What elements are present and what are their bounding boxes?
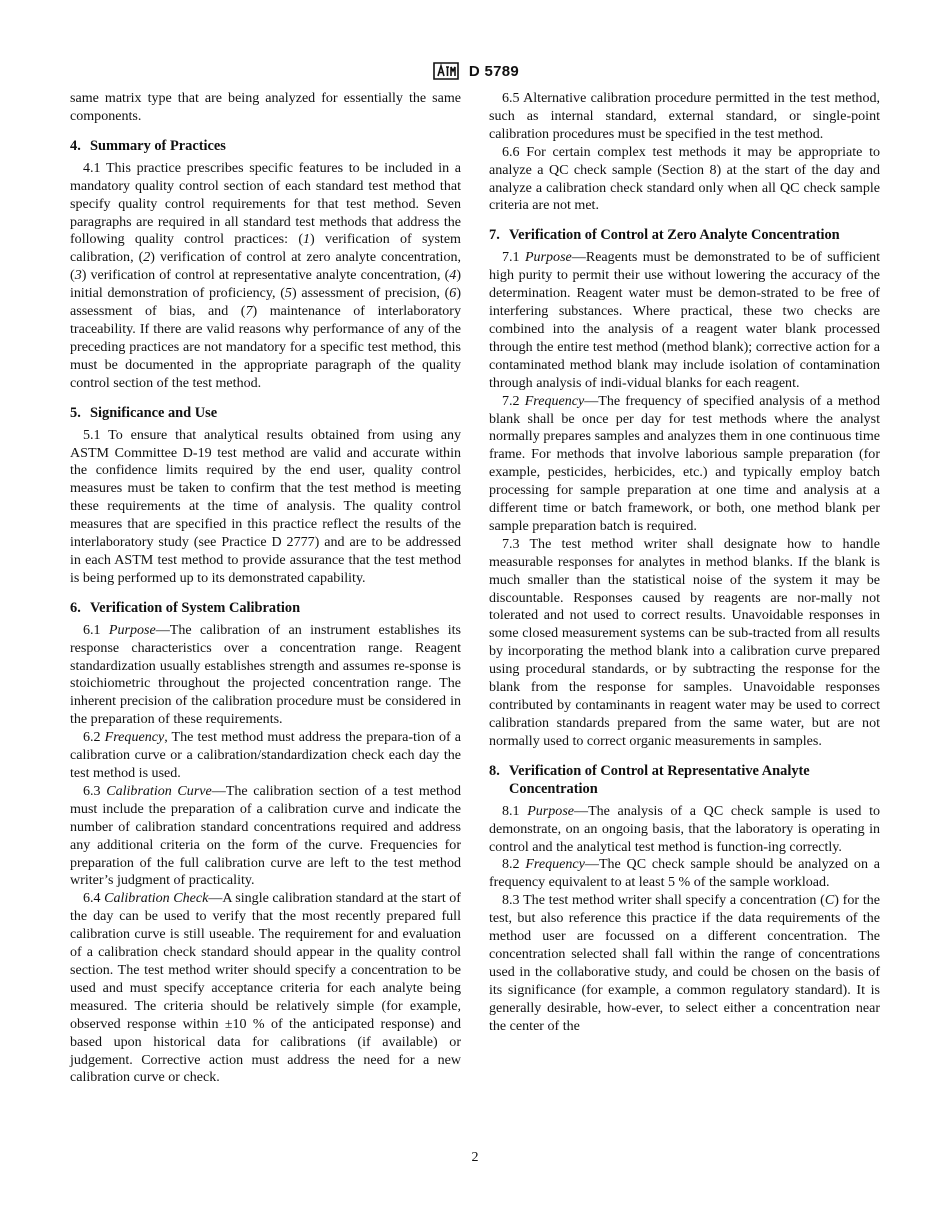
section-heading: [70, 599, 461, 617]
paragraph: 4.1 This practice prescribes specific features to be included in a mandatory quality control section of each standard test method that specify quality control requirements for that test method. Seven paragraphs are required in all standard test methods that address the following quality control practices: (1) verification of system calibration, (2) verification of control at zero analyte concentration, (3) verification of control at representative analyte concentration, (4) initial demonstration of proficiency, (5) assessment of precision, (6) assessment of bias, and (7) maintenance of interlaboratory traceability. If there are valid reasons why performance of any of the preceding practices are not mandatory for a specific test method, this must be documented in the appropriate paragraph of the quality control section of the test method.: [70, 159, 462, 391]
paragraph: 8.2 Frequency—The QC check sample should be analyzed on a frequency equivalent to at least 5 % of the sample workload.: [489, 856, 880, 891]
paragraph: 6.4 Calibration Check—A single calibration standard at the start of the day can be used to verify that the most recently prepared full calibration curve is still useable. The requirement for and evaluation of a calibration check standard should appear in the quality control section. The test method writer should specify a concentration to be used and must specify acceptance criteria for each analyte being measured. The criteria should be relatively simple (for example, observed response within ±10 % of the anticipated response) and based upon historical data for calibrations (if available) or judgement. Corrective action must address the need for a new calibration curve or check.: [70, 890, 461, 1086]
section-number: 5.: [70, 404, 81, 421]
left-column: [70, 90, 461, 1087]
section-number: 7.: [489, 227, 500, 244]
astm-logo-icon: [431, 60, 461, 82]
section-heading: [70, 137, 461, 155]
paragraph: 7.2 Frequency—The frequency of specified analysis of a method blank shall be once per day for test methods where the analyst normally prepares samples and analyzes them in one continuous time frame. For methods that involve laborious sample preparation (for example, pesticides, herbicides, etc.) and typically employ batch processing for sample preparation at one time and analysis at a different time or batch framework, or both, one method blank per sample preparation batch is required.: [489, 392, 880, 534]
paragraph: 8.3 The test method writer shall specify a concentration (C) for the test, but also reference this practice if the data requirements of the method user are focussed on a different concentration. The concentration selected shall fall within the range of concentrations used in the collaborative study, and could be chosen on the basis of its significance (for example, a common regulatory standard). It is generally desirable, how-ever, to select either a concentration near the center of the: [489, 892, 880, 1034]
paragraph: 6.3 Calibration Curve—The calibration section of a test method must include the preparation of a calibration curve and indicate the number of calibration standard concentrations required and address any additional criteria on the form of the curve. Frequencies for preparation of the full calibration curve are left to the test method writer’s judgment of practicality.: [70, 782, 461, 889]
section-heading: [489, 226, 880, 244]
section-title: Summary of Practices: [90, 137, 226, 154]
section-title: Verification of System Calibration: [90, 599, 301, 616]
section-title: Significance and Use: [90, 404, 218, 421]
paragraph: same matrix type that are being analyzed for essentially the same components.: [70, 90, 461, 124]
page-number: 2: [471, 1150, 479, 1165]
paragraph: 6.2 Frequency, The test method must address the prepara-tion of a calibration curve or a calibration/standardization check each day the test method is used.: [70, 729, 461, 781]
paragraph: 7.3 The test method writer shall designate how to handle measurable responses for analytes in method blanks. If the blank is much smaller than the statistical noise of the system it may be discountable. Responses caused by reagents are nor-mally not tolerated and not used to correct results. Unavoidable responses in some closed measurement systems can be sub-tracted from all results by incorporating the method blank into a calibration curve prepared using procedural standards, or by subtracting the response for the blank from the response for samples. Unavoidable responses contributed by contaminants in reagent water may be used to correct calibration standards prepared from the same water, but are not normally used to correct organic measurements in samples.: [489, 535, 880, 749]
section-number: 6.: [70, 599, 81, 616]
section-title: Verification of Control at Zero Analyte Concentration: [509, 227, 840, 244]
paragraph: 8.1 Purpose—The analysis of a QC check sample is used to demonstrate, on an ongoing basis, that the laboratory is operating in control and the analytical test method is function-ing correctly.: [489, 802, 880, 855]
section-number: 8.: [489, 762, 500, 779]
section-title: Verification of Control at Representative Analyte Concentration: [509, 762, 810, 797]
paragraph: 6.6 For certain complex test methods it may be appropriate to analyze a QC check sample (Section 8) at the start of the day and analyze a calibration check standard only when all QC check sample criteria are not met.: [489, 143, 880, 214]
section-heading: [489, 762, 880, 798]
section-heading: [70, 404, 461, 422]
paragraph: 6.5 Alternative calibration procedure permitted in the test method, such as internal standard, external standard, or single-point calibration procedures must be specified in the test method.: [489, 90, 880, 142]
paragraph: 5.1 To ensure that analytical results obtained from using any ASTM Committee D-19 test method are valid and accurate within the confidence limits required by the end user, quality control measures must be taken to confirm that the test method is meeting these requirements at the time of analysis. The quality control measures that are specified in this practice reflect the results of the interlaboratory study (see Practice D 2777) and are to be addressed in each ASTM test method to provide assurance that the test method is being performed up to its demonstrated capability.: [70, 426, 461, 586]
section-number: 4.: [70, 137, 81, 154]
paragraph: 7.1 Purpose—Reagents must be demonstrated to be of sufficient high purity to permit their use without lowering the accuracy of the determination. Reagent water must be demon-strated to be free of interfering substances. Where practical, these two checks are combined into the analysis of a reagent water blank processed through the entire test method (method blank); corrective action for a contaminated method blank may include isolation of contamination through analysis of indi-vidual blanks for each reagent.: [489, 249, 880, 391]
paragraph: 6.1 Purpose—The calibration of an instrument establishes its response characteristics over a concentration range. Reagent standardization usually establishes strength and assumes re-sponse is stoichiometric throughout the projected concentration range. The inherent precision of the calibration procedure must be considered in the preparation of these requirements.: [70, 621, 461, 728]
page-header: [0, 60, 950, 82]
right-column: [489, 90, 880, 1036]
document-id: D 5789: [468, 62, 520, 80]
